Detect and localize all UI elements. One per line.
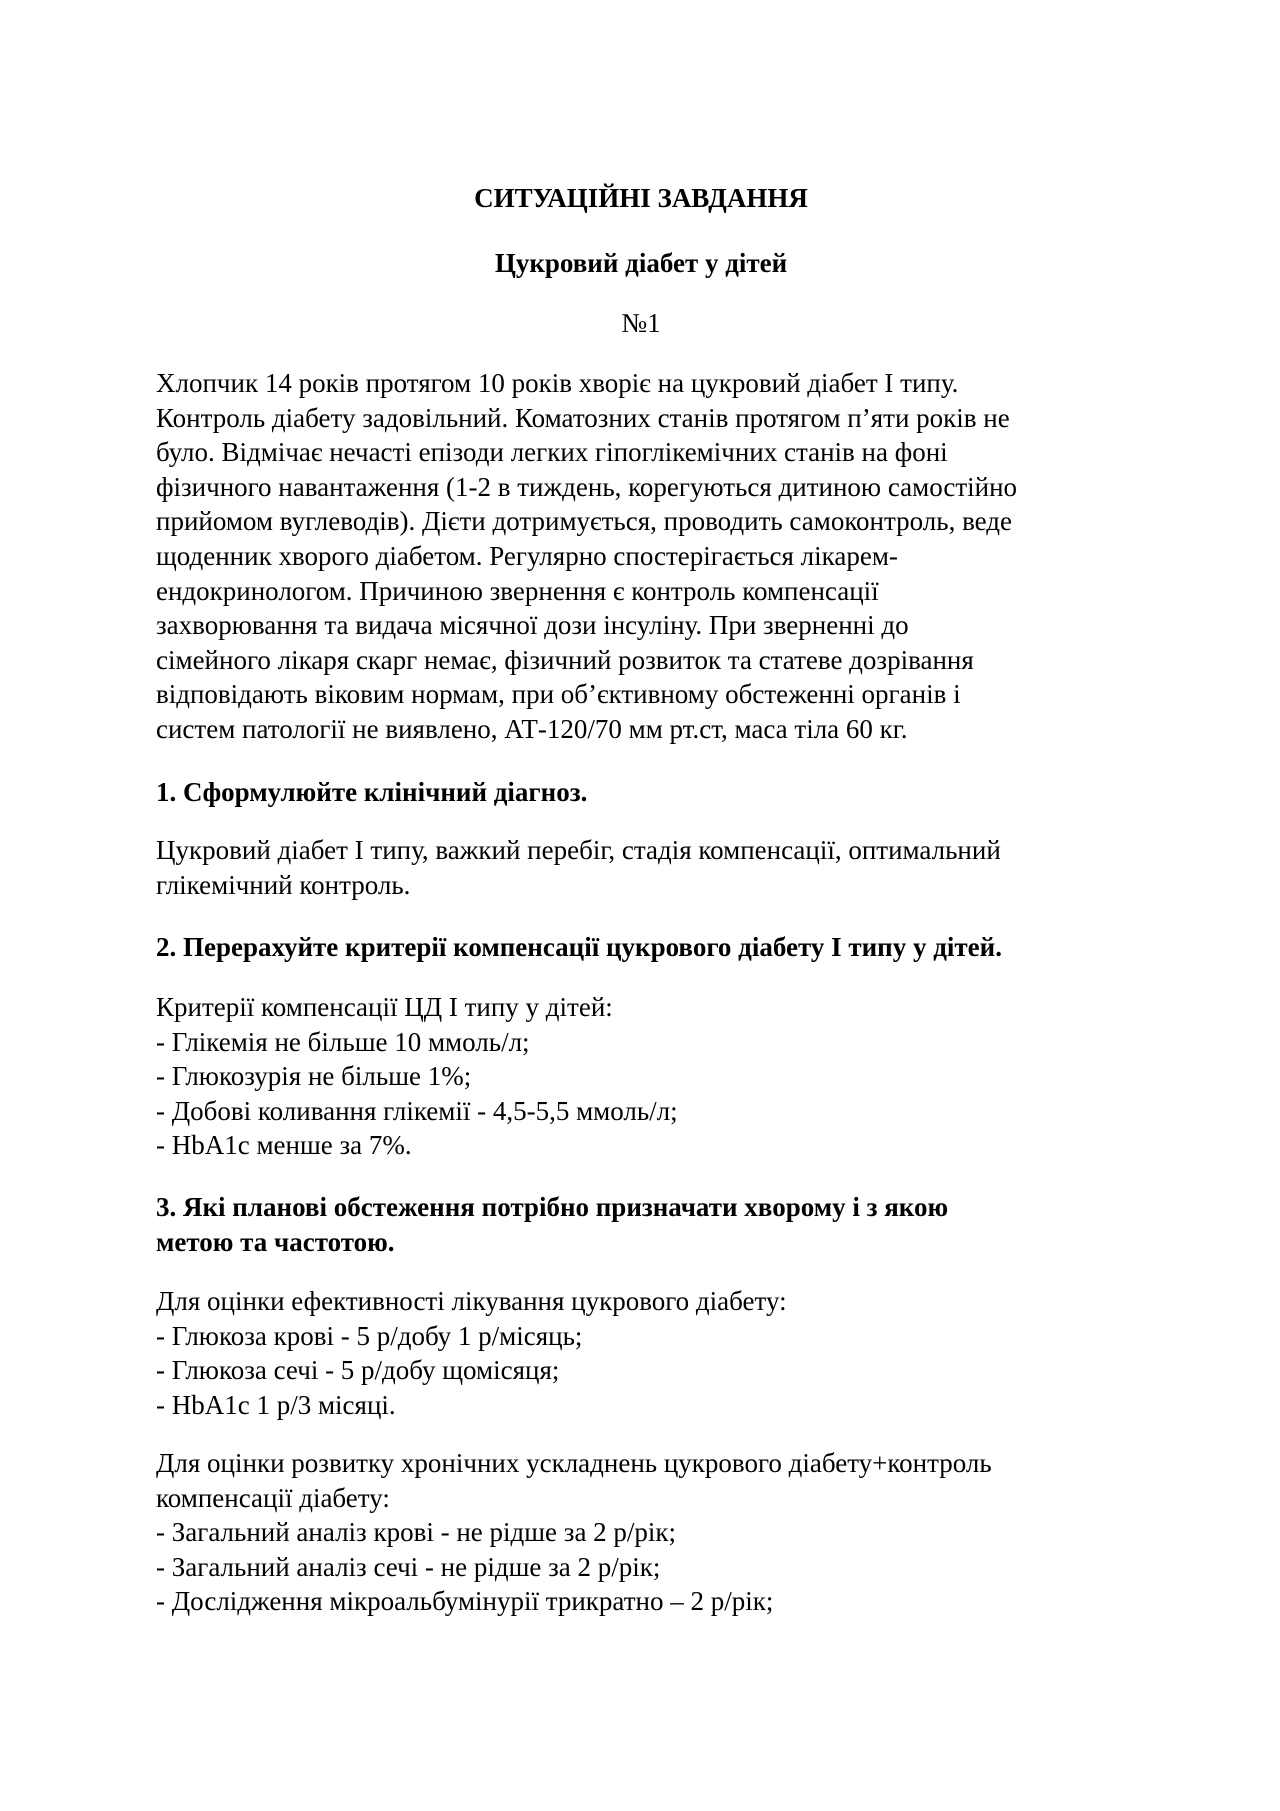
answer-line: Цукровий діабет І типу, важкий перебіг, стадія компенсації, оптимальний <box>156 835 1001 865</box>
question-1 <box>156 775 1136 810</box>
question-line: метою та частотою. <box>156 1226 395 1257</box>
answer-3b <box>156 1446 1136 1619</box>
question-line: 3. Які планові обстеження потрібно призначати хворому і з якою <box>156 1192 949 1222</box>
answer-line: Для оцінки ефективності лікування цукрового діабету: <box>156 1286 787 1316</box>
question-2 <box>156 930 1136 965</box>
question-line: 1. Сформулюйте клінічний діагноз. <box>156 777 588 807</box>
question-3 <box>156 1190 1136 1259</box>
answer-line: - Дослідження мікроальбумінурії трикратно – 2 р/рік; <box>156 1586 774 1617</box>
answer-line: - HbA1c 1 р/3 місяці. <box>156 1389 396 1420</box>
answer-line: - Глікемія не більше 10 ммоль/л; <box>156 1026 530 1057</box>
answer-line: Для оцінки розвитку хронічних ускладнень цукрового діабету+контроль <box>156 1448 992 1478</box>
case-line: Хлопчик 14 років протягом 10 років хворіє на цукровий діабет І типу. <box>156 368 959 398</box>
answer-line: - Загальний аналіз сечі - не рідше за 2 р/рік; <box>156 1551 661 1582</box>
answer-line: - HbA1c менше за 7%. <box>156 1130 412 1161</box>
answer-line: - Загальний аналіз крові - не рідше за 2 р/рік; <box>156 1517 677 1548</box>
answer-3a <box>156 1284 1136 1422</box>
case-line: фізичного навантаження (1-2 в тиждень, корегуються дитиною самостійно <box>156 471 1018 502</box>
answer-line: Критерії компенсації ЦД І типу у дітей: <box>156 992 613 1022</box>
case-line: захворювання та видача місячної дози інсуліну. При зверненні до <box>156 610 909 641</box>
document-title: СИТУАЦІЙНІ ЗАВДАННЯ <box>474 183 808 213</box>
task-number: №1 <box>621 308 661 338</box>
case-line: було. Відмічає нечасті епізоди легких гіпоглікемічних станів на фоні <box>156 437 948 468</box>
case-line: систем патології не виявлено, АТ-120/70 мм рт.ст, маса тіла 60 кг. <box>156 713 908 744</box>
case-line: ендокринологом. Причиною звернення є контроль компенсації <box>156 575 879 606</box>
answer-line: компенсації діабету: <box>156 1482 390 1513</box>
answer-line: - Глюкоза крові - 5 р/добу 1 р/місяць; <box>156 1320 583 1351</box>
case-line: Контроль діабету задовільний. Коматозних станів протягом п’яти років не <box>156 402 1010 433</box>
answer-line: - Глюкоза сечі - 5 р/добу щомісяця; <box>156 1355 560 1386</box>
case-line: прийомом вуглеводів). Дієти дотримується, проводить самоконтроль, веде <box>156 506 1013 537</box>
answer-line: глікемічний контроль. <box>156 869 411 900</box>
answer-line: - Глюкозурія не більше 1%; <box>156 1061 472 1092</box>
case-line: відповідають віковим нормам, при об’єктивному обстеженні органів і <box>156 679 961 710</box>
question-line: 2. Перерахуйте критерії компенсації цукрового діабету І типу у дітей. <box>156 932 1002 962</box>
answer-1 <box>156 833 1136 902</box>
case-line: сімейного лікаря скарг немає, фізичний розвиток та статеве дозрівання <box>156 644 974 675</box>
answer-2 <box>156 990 1136 1163</box>
document-subtitle: Цукровий діабет у дітей <box>494 248 788 278</box>
answer-line: - Добові коливання глікемії - 4,5-5,5 ммоль/л; <box>156 1095 678 1126</box>
case-line: щоденник хворого діабетом. Регулярно спостерігається лікарем- <box>156 540 898 571</box>
case-description <box>156 366 1136 747</box>
